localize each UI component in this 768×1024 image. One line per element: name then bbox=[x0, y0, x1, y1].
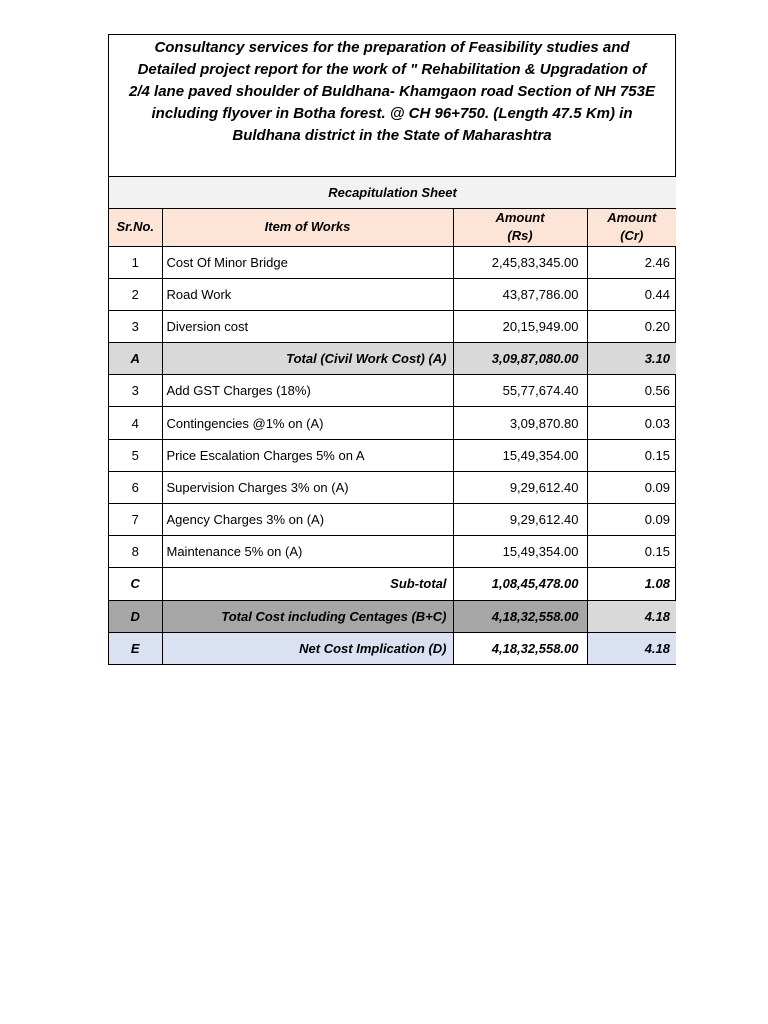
table-row bbox=[109, 407, 676, 439]
cost-table bbox=[109, 177, 676, 664]
amount-cr: 0.15 bbox=[587, 536, 676, 568]
item-of-works: Maintenance 5% on (A) bbox=[162, 536, 453, 568]
amount-rs: 1,08,45,478.00 bbox=[453, 568, 587, 600]
item-of-works: Total Cost including Centages (B+C) bbox=[162, 600, 453, 632]
item-of-works: Net Cost Implication (D) bbox=[162, 632, 453, 664]
sr-no: 5 bbox=[109, 439, 162, 471]
table-row bbox=[109, 471, 676, 503]
table-row bbox=[109, 310, 676, 342]
table-row bbox=[109, 504, 676, 536]
amount-rs: 9,29,612.40 bbox=[453, 471, 587, 503]
amount-cr: 0.15 bbox=[587, 439, 676, 471]
amount-cr: 0.20 bbox=[587, 310, 676, 342]
sheet-title-row bbox=[109, 177, 676, 208]
sub-total-row bbox=[109, 568, 676, 600]
item-of-works: Add GST Charges (18%) bbox=[162, 375, 453, 407]
amount-rs: 9,29,612.40 bbox=[453, 504, 587, 536]
sr-no: 1 bbox=[109, 246, 162, 278]
amount-cr: 0.09 bbox=[587, 504, 676, 536]
amount-rs: 3,09,87,080.00 bbox=[453, 343, 587, 375]
amount-rs: 55,77,674.40 bbox=[453, 375, 587, 407]
amount-rs: 4,18,32,558.00 bbox=[453, 600, 587, 632]
table-row bbox=[109, 375, 676, 407]
amount-rs: 20,15,949.00 bbox=[453, 310, 587, 342]
sr-no: 3 bbox=[109, 375, 162, 407]
header-amount-rs-line2: (Rs) bbox=[507, 228, 533, 243]
net-cost-row bbox=[109, 632, 676, 664]
header-amount-rs-line1: Amount bbox=[495, 210, 545, 225]
header-amount-cr-line1: Amount bbox=[607, 210, 657, 225]
amount-cr: 2.46 bbox=[587, 246, 676, 278]
recapitulation-sheet bbox=[108, 34, 676, 665]
amount-cr: 4.18 bbox=[587, 600, 676, 632]
amount-cr: 0.56 bbox=[587, 375, 676, 407]
item-of-works: Price Escalation Charges 5% on A bbox=[162, 439, 453, 471]
table-row bbox=[109, 246, 676, 278]
amount-rs: 3,09,870.80 bbox=[453, 407, 587, 439]
sr-no: 6 bbox=[109, 471, 162, 503]
header-item-of-works: Item of Works bbox=[162, 208, 453, 246]
document-title bbox=[109, 35, 675, 177]
amount-cr: 1.08 bbox=[587, 568, 676, 600]
amount-cr: 0.09 bbox=[587, 471, 676, 503]
table-row bbox=[109, 278, 676, 310]
table-row bbox=[109, 439, 676, 471]
amount-cr: 0.44 bbox=[587, 278, 676, 310]
item-of-works: Supervision Charges 3% on (A) bbox=[162, 471, 453, 503]
sr-no: A bbox=[109, 343, 162, 375]
sr-no: 4 bbox=[109, 407, 162, 439]
table-row bbox=[109, 536, 676, 568]
item-of-works: Contingencies @1% on (A) bbox=[162, 407, 453, 439]
title-line: Consultancy services for the preparation of Feasibility studies and bbox=[154, 39, 630, 56]
amount-rs: 43,87,786.00 bbox=[453, 278, 587, 310]
amount-rs: 15,49,354.00 bbox=[453, 536, 587, 568]
title-line: Buldhana district in the State of Maharashtra bbox=[232, 127, 552, 144]
item-of-works: Road Work bbox=[162, 278, 453, 310]
header-amount-cr-line2: (Cr) bbox=[620, 228, 644, 243]
sr-no: 7 bbox=[109, 504, 162, 536]
sheet-title: Recapitulation Sheet bbox=[109, 177, 676, 208]
item-of-works: Sub-total bbox=[162, 568, 453, 600]
sr-no: D bbox=[109, 600, 162, 632]
header-row bbox=[109, 208, 676, 246]
header-sr-no: Sr.No. bbox=[109, 208, 162, 246]
amount-rs: 15,49,354.00 bbox=[453, 439, 587, 471]
header-amount-rs bbox=[453, 208, 587, 246]
total-civil-work-row bbox=[109, 343, 676, 375]
title-line: including flyover in Botha forest. @ CH 96+750. (Length 47.5 Km) in bbox=[151, 105, 633, 122]
amount-cr: 3.10 bbox=[587, 343, 676, 375]
item-of-works: Diversion cost bbox=[162, 310, 453, 342]
amount-cr: 4.18 bbox=[587, 632, 676, 664]
sr-no: E bbox=[109, 632, 162, 664]
item-of-works: Cost Of Minor Bridge bbox=[162, 246, 453, 278]
sr-no: 8 bbox=[109, 536, 162, 568]
header-amount-cr bbox=[587, 208, 676, 246]
title-line: 2/4 lane paved shoulder of Buldhana- Khamgaon road Section of NH 753E bbox=[129, 83, 655, 100]
sr-no: 2 bbox=[109, 278, 162, 310]
total-cost-row bbox=[109, 600, 676, 632]
sr-no: 3 bbox=[109, 310, 162, 342]
amount-rs: 2,45,83,345.00 bbox=[453, 246, 587, 278]
sr-no: C bbox=[109, 568, 162, 600]
item-of-works: Total (Civil Work Cost) (A) bbox=[162, 343, 453, 375]
item-of-works: Agency Charges 3% on (A) bbox=[162, 504, 453, 536]
amount-cr: 0.03 bbox=[587, 407, 676, 439]
title-line: Detailed project report for the work of " Rehabilitation & Upgradation of bbox=[137, 61, 647, 78]
amount-rs: 4,18,32,558.00 bbox=[453, 632, 587, 664]
